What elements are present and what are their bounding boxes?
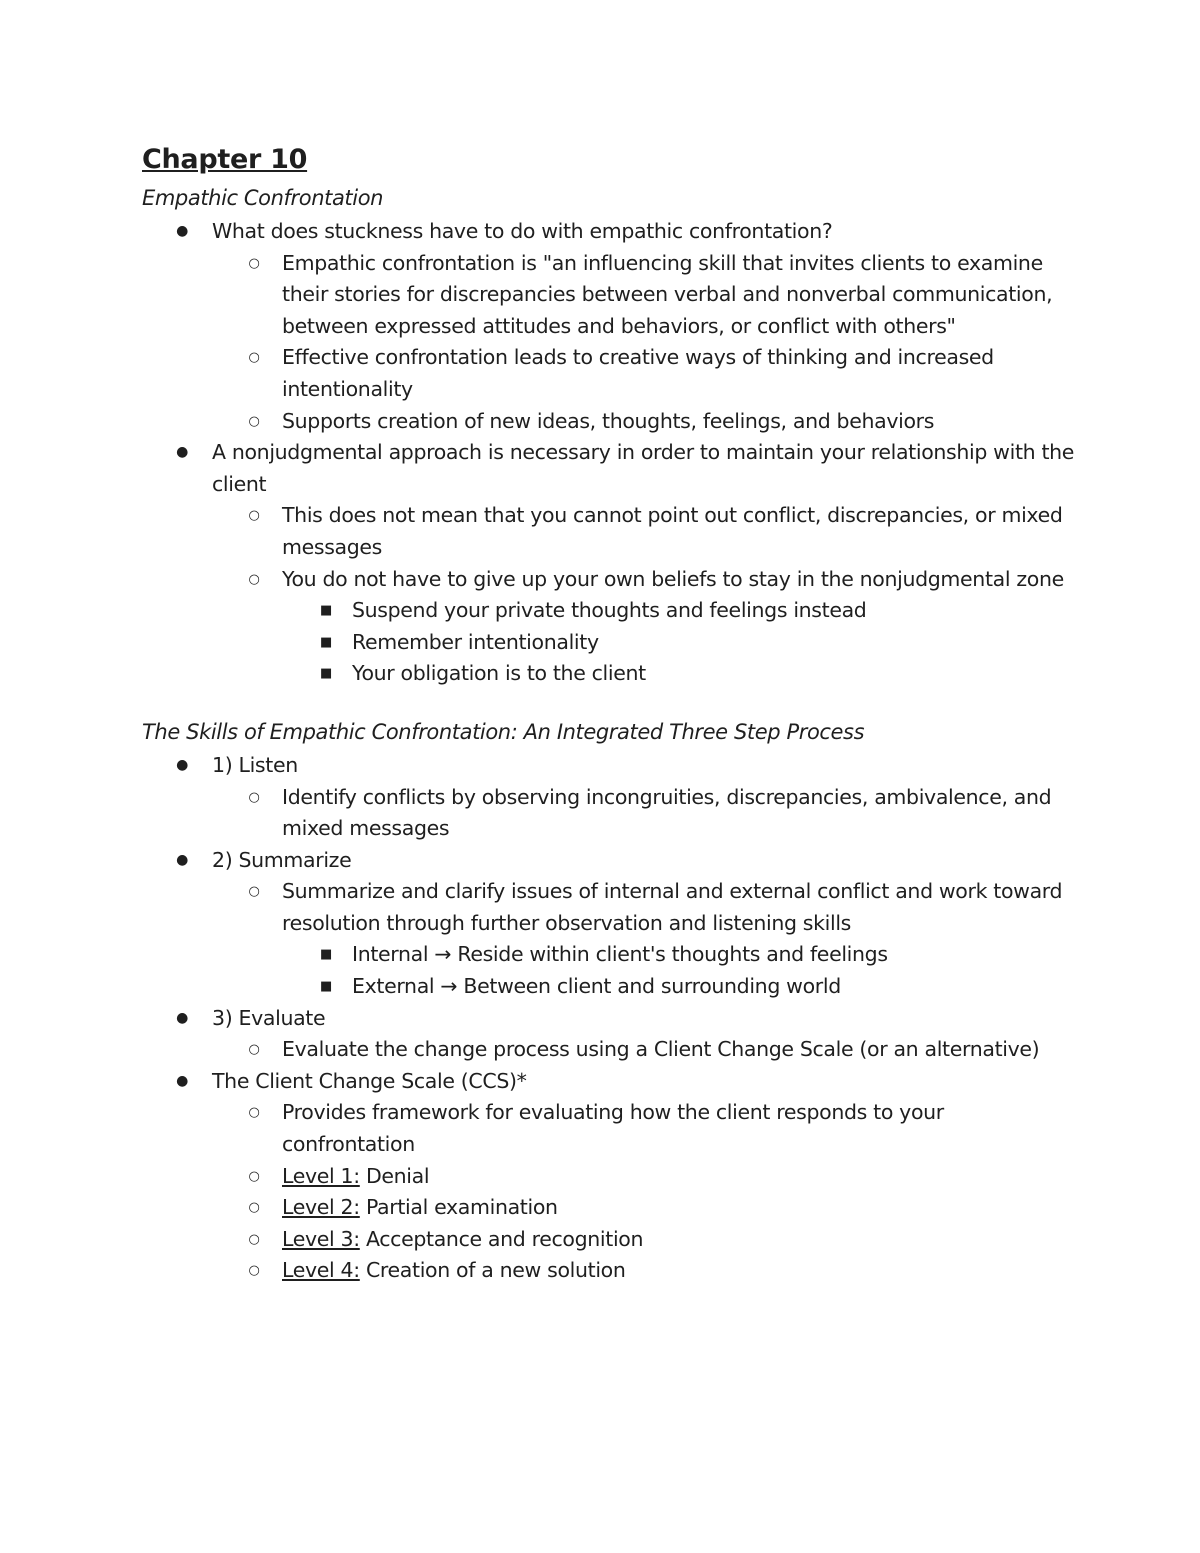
section1-list bbox=[142, 216, 1082, 690]
square-bullet-icon: ■ bbox=[320, 666, 332, 682]
square-bullet-icon: ■ bbox=[320, 979, 332, 995]
hollow-bullet-icon: ○ bbox=[248, 884, 260, 900]
section-heading-empathic-confrontation: Empathic Confrontation bbox=[142, 186, 384, 210]
list-item: ○ Evaluate the change process using a Client Change Scale (or an alternative) bbox=[212, 1034, 1082, 1066]
filled-bullet-icon: ● bbox=[176, 756, 188, 773]
filled-bullet-icon: ● bbox=[176, 444, 188, 461]
level-label: Level 2: bbox=[282, 1195, 360, 1220]
list-item: ○ Level 4: Creation of a new solution bbox=[212, 1255, 1082, 1287]
section2-list bbox=[142, 750, 1082, 1287]
level-label: Level 1: bbox=[282, 1163, 360, 1188]
filled-bullet-icon: ● bbox=[176, 223, 188, 239]
square-bullet-icon: ■ bbox=[320, 603, 332, 619]
list-item: ○ Level 3: Acceptance and recognition bbox=[212, 1224, 1082, 1256]
hollow-bullet-icon: ○ bbox=[248, 508, 260, 524]
square-bullet-icon: ■ bbox=[320, 947, 332, 963]
list-item: ○ Summarize and clarify issues of internal and external conflict and work toward resolution through further observation and listening skills ■ Internal → Reside within client's thoughts and feelings ■ External → Between client and surrounding world bbox=[212, 876, 1082, 1002]
level-label: Level 4: bbox=[282, 1258, 360, 1283]
list-item: ■ Suspend your private thoughts and feelings instead bbox=[282, 595, 1082, 627]
level-label: Level 3: bbox=[282, 1226, 360, 1251]
hollow-bullet-icon: ○ bbox=[248, 255, 260, 271]
hollow-bullet-icon: ○ bbox=[248, 1200, 260, 1216]
filled-bullet-icon: ● bbox=[176, 851, 188, 868]
list-item: ■ Your obligation is to the client bbox=[282, 658, 1082, 690]
list-item: ○ You do not have to give up your own beliefs to stay in the nonjudgmental zone ■ Suspend your private thoughts and feelings instead ■ Remember intentionality ■ Your obligation is to the client bbox=[212, 564, 1082, 690]
list-item: ■ Remember intentionality bbox=[282, 627, 1082, 659]
list-item: ○ Effective confrontation leads to creative ways of thinking and increased intentionality bbox=[212, 342, 1082, 405]
filled-bullet-icon: ● bbox=[176, 1009, 188, 1026]
list-item: ○ Provides framework for evaluating how the client responds to your confrontation bbox=[212, 1097, 1082, 1160]
hollow-bullet-icon: ○ bbox=[248, 350, 260, 366]
hollow-bullet-icon: ○ bbox=[248, 571, 260, 587]
filled-bullet-icon: ● bbox=[176, 1072, 188, 1089]
section-heading-three-step-process: The Skills of Empathic Confrontation: An Integrated Three Step Process bbox=[142, 719, 865, 744]
list-item: ○ Empathic confrontation is "an influencing skill that invites clients to examine their stories for discrepancies between verbal and nonverbal communication, between expressed attitudes and behaviors, or conflict with others" bbox=[212, 248, 1082, 343]
document-page bbox=[142, 140, 1082, 1287]
list-item: ○ Supports creation of new ideas, thoughts, feelings, and behaviors bbox=[212, 406, 1082, 438]
list-item: ● What does stuckness have to do with empathic confrontation? ○ Empathic confrontation is "an influencing skill that invites clients to examine their stories for discrepancies between verbal and nonverbal communication, between expressed attitudes and behaviors, or conflict with others" ○ Effective confrontation leads to creative ways of thinking and increased intentionality ○ Supports creation of new ideas, thoughts, feelings, and behaviors bbox=[142, 216, 1082, 437]
list-item: ● A nonjudgmental approach is necessary in order to maintain your relationship with the client ○ This does not mean that you cannot point out conflict, discrepancies, or mixed messages ○ You do not have to give up your own beliefs to stay in the nonjudgmental zone ■ Suspend your private thoughts and feelings instead ■ Remember intentionality ■ Your obligation is to the client bbox=[142, 437, 1082, 690]
list-item: ● 3) Evaluate ○ Evaluate the change process using a Client Change Scale (or an alternative) bbox=[142, 1003, 1082, 1066]
hollow-bullet-icon: ○ bbox=[248, 1168, 260, 1184]
list-item: ○ Level 2: Partial examination bbox=[212, 1192, 1082, 1224]
list-item: ○ Identify conflicts by observing incongruities, discrepancies, ambivalence, and mixed messages bbox=[212, 782, 1082, 845]
list-item: ○ This does not mean that you cannot point out conflict, discrepancies, or mixed messages bbox=[212, 500, 1082, 563]
hollow-bullet-icon: ○ bbox=[248, 413, 260, 429]
chapter-title: Chapter 10 bbox=[142, 144, 308, 175]
hollow-bullet-icon: ○ bbox=[248, 789, 260, 805]
hollow-bullet-icon: ○ bbox=[248, 1105, 260, 1121]
list-item: ● The Client Change Scale (CCS)* ○ Provides framework for evaluating how the client responds to your confrontation ○ Level 1: Denial ○ Level 2: Partial examination ○ Level 3: Acceptance and recognition ○ Level 4: Creation of a new solution bbox=[142, 1066, 1082, 1287]
hollow-bullet-icon: ○ bbox=[248, 1231, 260, 1247]
square-bullet-icon: ■ bbox=[320, 634, 332, 650]
hollow-bullet-icon: ○ bbox=[248, 1263, 260, 1279]
list-item: ■ External → Between client and surrounding world bbox=[282, 971, 1082, 1003]
list-item: ● 2) Summarize ○ Summarize and clarify issues of internal and external conflict and work toward resolution through further observation and listening skills ■ Internal → Reside within client's thoughts and feelings ■ External → Between client and surrounding world bbox=[142, 845, 1082, 1003]
list-item: ● 1) Listen ○ Identify conflicts by observing incongruities, discrepancies, ambivalence, and mixed messages bbox=[142, 750, 1082, 845]
list-item: ■ Internal → Reside within client's thoughts and feelings bbox=[282, 939, 1082, 971]
hollow-bullet-icon: ○ bbox=[248, 1042, 260, 1058]
list-item: ○ Level 1: Denial bbox=[212, 1161, 1082, 1193]
